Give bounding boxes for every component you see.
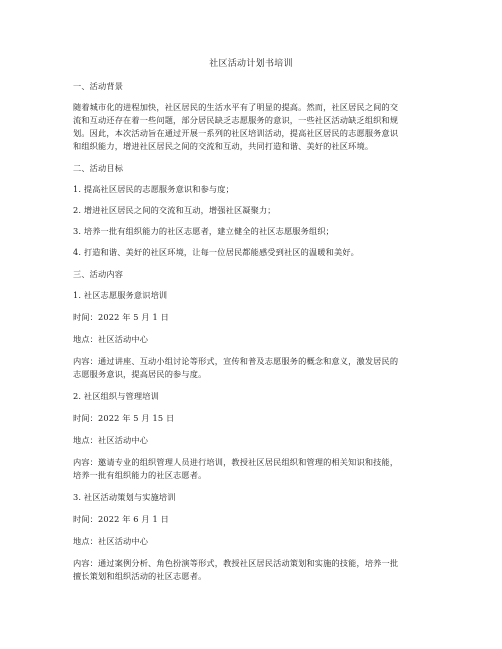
- training-item-time: 时间：2022 年 6 月 1 日: [73, 514, 169, 524]
- goal-item: 2. 增进社区居民之间的交流和互动，增强社区凝聚力；: [73, 205, 276, 215]
- goal-item: 4. 打造和谐、美好的社区环境，让每一位居民都能感受到社区的温暖和美好。: [73, 247, 360, 257]
- section-heading-content: 三、活动内容: [73, 269, 124, 279]
- training-item-place: 地点：社区活动中心: [73, 435, 149, 445]
- training-item-content-line: 擅长策划和组织活动的社区志愿者。: [73, 571, 207, 581]
- training-item-time: 时间：2022 年 5 月 1 日: [73, 312, 169, 322]
- paragraph-line: 随着城市化的进程加快，社区居民的生活水平有了明显的提高。然而，社区居民之间的交: [73, 102, 399, 112]
- paragraph-line: 流和互动还存在着一些问题，部分居民缺乏志愿服务的意识，一些社区活动缺乏组织和规: [73, 115, 399, 125]
- document-title: 社区活动计划书培训: [209, 59, 293, 69]
- paragraph-line: 划。因此，本次活动旨在通过开展一系列的社区培训活动，提高社区居民的志愿服务意识: [73, 128, 399, 138]
- training-item-title: 3. 社区活动策划与实施培训: [73, 492, 176, 502]
- training-item-time: 时间：2022 年 5 月 15 日: [73, 413, 175, 423]
- section-heading-background: 一、活动背景: [73, 81, 124, 91]
- training-item-content-line: 培养一批有组织能力的社区志愿者。: [73, 470, 207, 480]
- training-item-title: 2. 社区组织与管理培训: [73, 391, 159, 401]
- training-item-content-line: 内容：通过案例分析、角色扮演等形式，教授社区居民活动策划和实施的技能，培养一批: [73, 558, 399, 568]
- training-item-place: 地点：社区活动中心: [73, 536, 149, 546]
- training-item-content-line: 内容：通过讲座、互动小组讨论等形式，宣传和普及志愿服务的概念和意义，激发居民的: [73, 356, 399, 366]
- section-heading-goals: 二、活动目标: [73, 163, 124, 173]
- training-item-place: 地点：社区活动中心: [73, 334, 149, 344]
- goal-item: 1. 提高社区居民的志愿服务意识和参与度；: [73, 184, 234, 194]
- training-item-content-line: 志愿服务意识，提高居民的参与度。: [73, 369, 207, 379]
- paragraph-line: 和组织能力，增进社区居民之间的交流和互动，共同打造和谐、美好的社区环境。: [73, 141, 374, 151]
- goal-item: 3. 培养一批有组织能力的社区志愿者，建立健全的社区志愿服务组织；: [73, 226, 334, 236]
- training-item-content-line: 内容：邀请专业的组织管理人员进行培训，教授社区居民组织和管理的相关知识和技能，: [73, 457, 399, 467]
- training-item-title: 1. 社区志愿服务意识培训: [73, 290, 168, 300]
